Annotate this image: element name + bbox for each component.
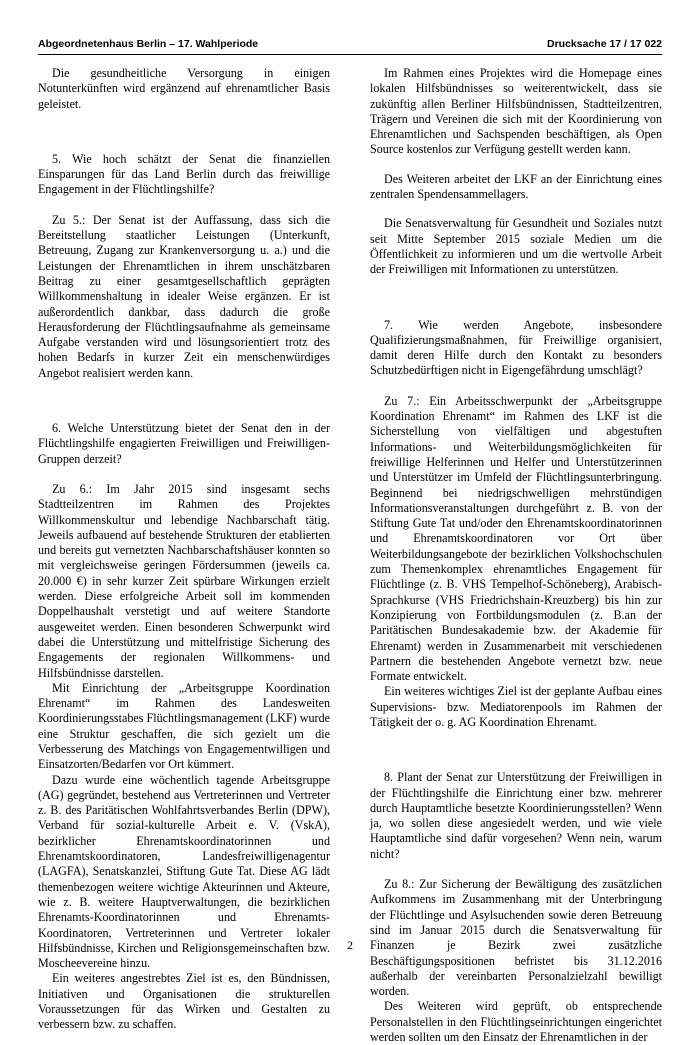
question-8: 8. Plant der Senat zur Unterstützung der Freiwilligen in der Flüchtlingshilfe die Einrichtung einer bzw. mehrerer durch Hauptamtliche besetzte Koordinierungsstellen? Wenn ja, wo sollen diese angesiedelt werden, und wie viele Hauptamtliche sind dafür vorgesehen? Wenn nein, warum nicht? — [370, 770, 662, 861]
paragraph: Mit Einrichtung der „Arbeitsgruppe Koordination Ehrenamt“ im Rahmen des Landesweiten Koordinierungsstabes Flüchtlingsmanagement (LKF) wurde eine Struktur geschaffen, die sich gezielt um die Verbesserung des Matchings von Engagementwilligen und Einsatzorten/Bedarfen vor Ort kümmert. — [38, 680, 330, 772]
paragraph: Des Weiteren arbeitet der LKF an der Einrichtung eines zentralen Spendensammellagers. — [370, 171, 662, 202]
left-column — [38, 66, 330, 1033]
page-header — [38, 36, 662, 55]
paragraph: Ein weiteres wichtiges Ziel ist der geplante Aufbau eines Supervisions- bzw. Mediatorenpools im Rahmen der Tätigkeit der o. g. AG Koordination Ehrenamt. — [370, 684, 662, 729]
question-6: 6. Welche Unterstützung bietet der Senat den in der Flüchtlingshilfe engagierten Freiwilligen und Freiwilligen-Gruppen derzeit? — [38, 421, 330, 466]
page-number: 2 — [347, 938, 353, 952]
answer-7: Zu 7.: Ein Arbeitsschwerpunkt der „Arbeitsgruppe Koordination Ehrenamt“ im Rahmen des LKF ist die Sicherstellung von vielfältigen und abgestuften Informations- und Weiterbildungsmöglichkeiten für freiwillige Helferinnen und Helfer und Unterstützerinnen und Unterstützer im Umfeld der Flüchtlingsunterbringung. Beginnend bei niedrigschwelligen mehrstündigen Informationsveranstaltungen durchgeführt z. B. von der Stiftung Gute Tat und/oder den Ehrenamtskoordinatorinnen und Ehrenamtskoordinatoren vor Ort über Weiterbildungsangebote der bezirklichen Volkshochschulen zum Themenkomplex ehrenamtliches Engagement für Flüchtlinge (z. B. VHS Tempelhof-Schöneberg), Arabisch-Sprachkurse (VHS Friedrichshain-Kreuzberg) bis hin zur Konzipierung von Fortbildungsmodulen (z. B.an der Paritätischen Bundesakademie bzw. der Akademie für Ehrenamt) werden in Zusammenarbeit mit verschiedenen Partnern die bestehenden Angebote vernetzt bzw. neue Formate entwickelt. — [370, 393, 662, 684]
answer-6: Zu 6.: Im Jahr 2015 sind insgesamt sechs Stadtteilzentren im Rahmen des Projektes Willkommenskultur und lebendige Nachbarschaft tätig. Jeweils aufbauend auf bestehende Strukturen der etablierten und bereits gut vernetzten Nachbarschaftshäuser konnten so mit vergleichsweise geringen Fördersummen (jeweils ca. 20.000 €) in sehr kurzer Zeit spürbare Wirkungen erzielt werden. Diese erfolgreiche Arbeit soll im kommenden Doppelhaushalt verstetigt und auf weitere Standorte ausgeweitet werden. Einen besonderen Schwerpunkt wird dabei die Unterstützung und mittelfristige Sicherung des Engagements der regionalen Willkommens- und Hilfsbündnisse darstellen. — [38, 481, 330, 680]
question-5: 5. Wie hoch schätzt der Senat die finanziellen Einsparungen für das Land Berlin durch das freiwillige Engagement in der Flüchtlingshilfe? — [38, 151, 330, 197]
header-title: Abgeordnetenhaus Berlin – 17. Wahlperiode — [38, 38, 259, 50]
question-7: 7. Wie werden Angebote, insbesondere Qualifizierungsmaßnahmen, für Freiwillige organisiert, damit deren Hilfe durch den Kontakt zu besonders Schutzbedürftigen nicht in Eigengefährdung umschlägt? — [370, 317, 662, 378]
paragraph: Dazu wurde eine wöchentlich tagende Arbeitsgruppe (AG) gegründet, bestehend aus Vertreterinnen und Vertreter z. B. des Paritätischen Wohlfahrtsverbandes Berlin (DPW), Verband für sozial-kulturelle Arbeit e. V. (VskA), bezirklicher Ehrenamtskoordinatorinnen und Ehrenamtskoordinatoren, Landesfreiwilligenagentur (LAGFA), Senatskanzlei, Stiftung Gute Tat. Diese AG lädt themenbezogen weitere wichtige Akteurinnen und Akteure, wie z. B. weitere Hauptverwaltungen, die bezirklichen Ehrenamts-Koordinatorinnen und Ehrenamts-Koordinatoren, Vertreterinnen und Vertreter lokaler Hilfsbündnisse, Kirchen und Religionsgemeinschaften bzw. Moscheevereine hinzu. — [38, 772, 330, 971]
answer-5: Zu 5.: Der Senat ist der Auffassung, dass sich die Bereitstellung staatlicher Leistungen (Unterkunft, Betreuung, Zugang zur Krankenversorgung u. a.) und die Leistungen der Ehrenamtlichen in ihrem unschätzbaren Beitrag zu einer gesamtgesellschaftlich geprägten Willkommenshaltung in idealer Weise ergänzen. Er ist außerordentlich dankbar, dass dadurch die große Herausforderung der Flüchtlingsaufnahme als gemeinsame Aufgabe verstanden wird und lösungsorientiert trotz des hohen Bedarfs in kurzer Zeit ein menschenwürdiges Angebot realisiert werden kann. — [38, 212, 330, 380]
answer-8: Zu 8.: Zur Sicherung der Bewältigung des zusätzlichen Aufkommens im Zusammenhang mit der Unterbringung der Flüchtlinge und Asylsuchenden sowie deren Betreuung sind im Januar 2015 durch die Senatsverwaltung für Finanzen je Bezirk zwei zusätzliche Beschäftigungspositionen befristet bis 31.12.2016 außerhalb der vereinbarten Personalzielzahl bewilligt worden. — [370, 877, 662, 999]
paragraph: Des Weiteren wird geprüft, ob entsprechende Personalstellen in den Flüchtlingseinrichtungen eingerichtet werden sollten um den Einsatz der Ehrenamtlichen in der — [370, 999, 662, 1045]
paragraph: Im Rahmen eines Projektes wird die Homepage eines lokalen Hilfsbündnisses so weiterentwickelt, dass sie zukünftig allen Berliner Hilfsbündnissen, Stadtteilzentren, Trägern und Vereinen die sich mit der Koordinierung von Ehrenamtlichen und Sachspenden beschäftigen, als Open Source kostenlos zur Verfügung gestellt werden kann. — [370, 66, 662, 157]
right-column — [370, 66, 662, 1045]
paragraph: Die gesundheitliche Versorgung in einigen Notunterkünften wird ergänzend auf ehrenamtlicher Basis geleistet. — [38, 66, 330, 111]
paragraph: Die Senatsverwaltung für Gesundheit und Soziales nutzt seit Mitte September 2015 soziale Medien um die Öffentlichkeit zu informieren und um die wertvolle Arbeit der Freiwilligen mit Informationen zu unterstützen. — [370, 216, 662, 277]
document-number: Drucksache 17 / 17 022 — [547, 38, 662, 50]
paragraph: Ein weiteres angestrebtes Ziel ist es, den Bündnissen, Initiativen und Organisationen die strukturellen Voraussetzungen für das Wirken und Gestalten zu verbessern bzw. zu schaffen. — [38, 971, 330, 1032]
